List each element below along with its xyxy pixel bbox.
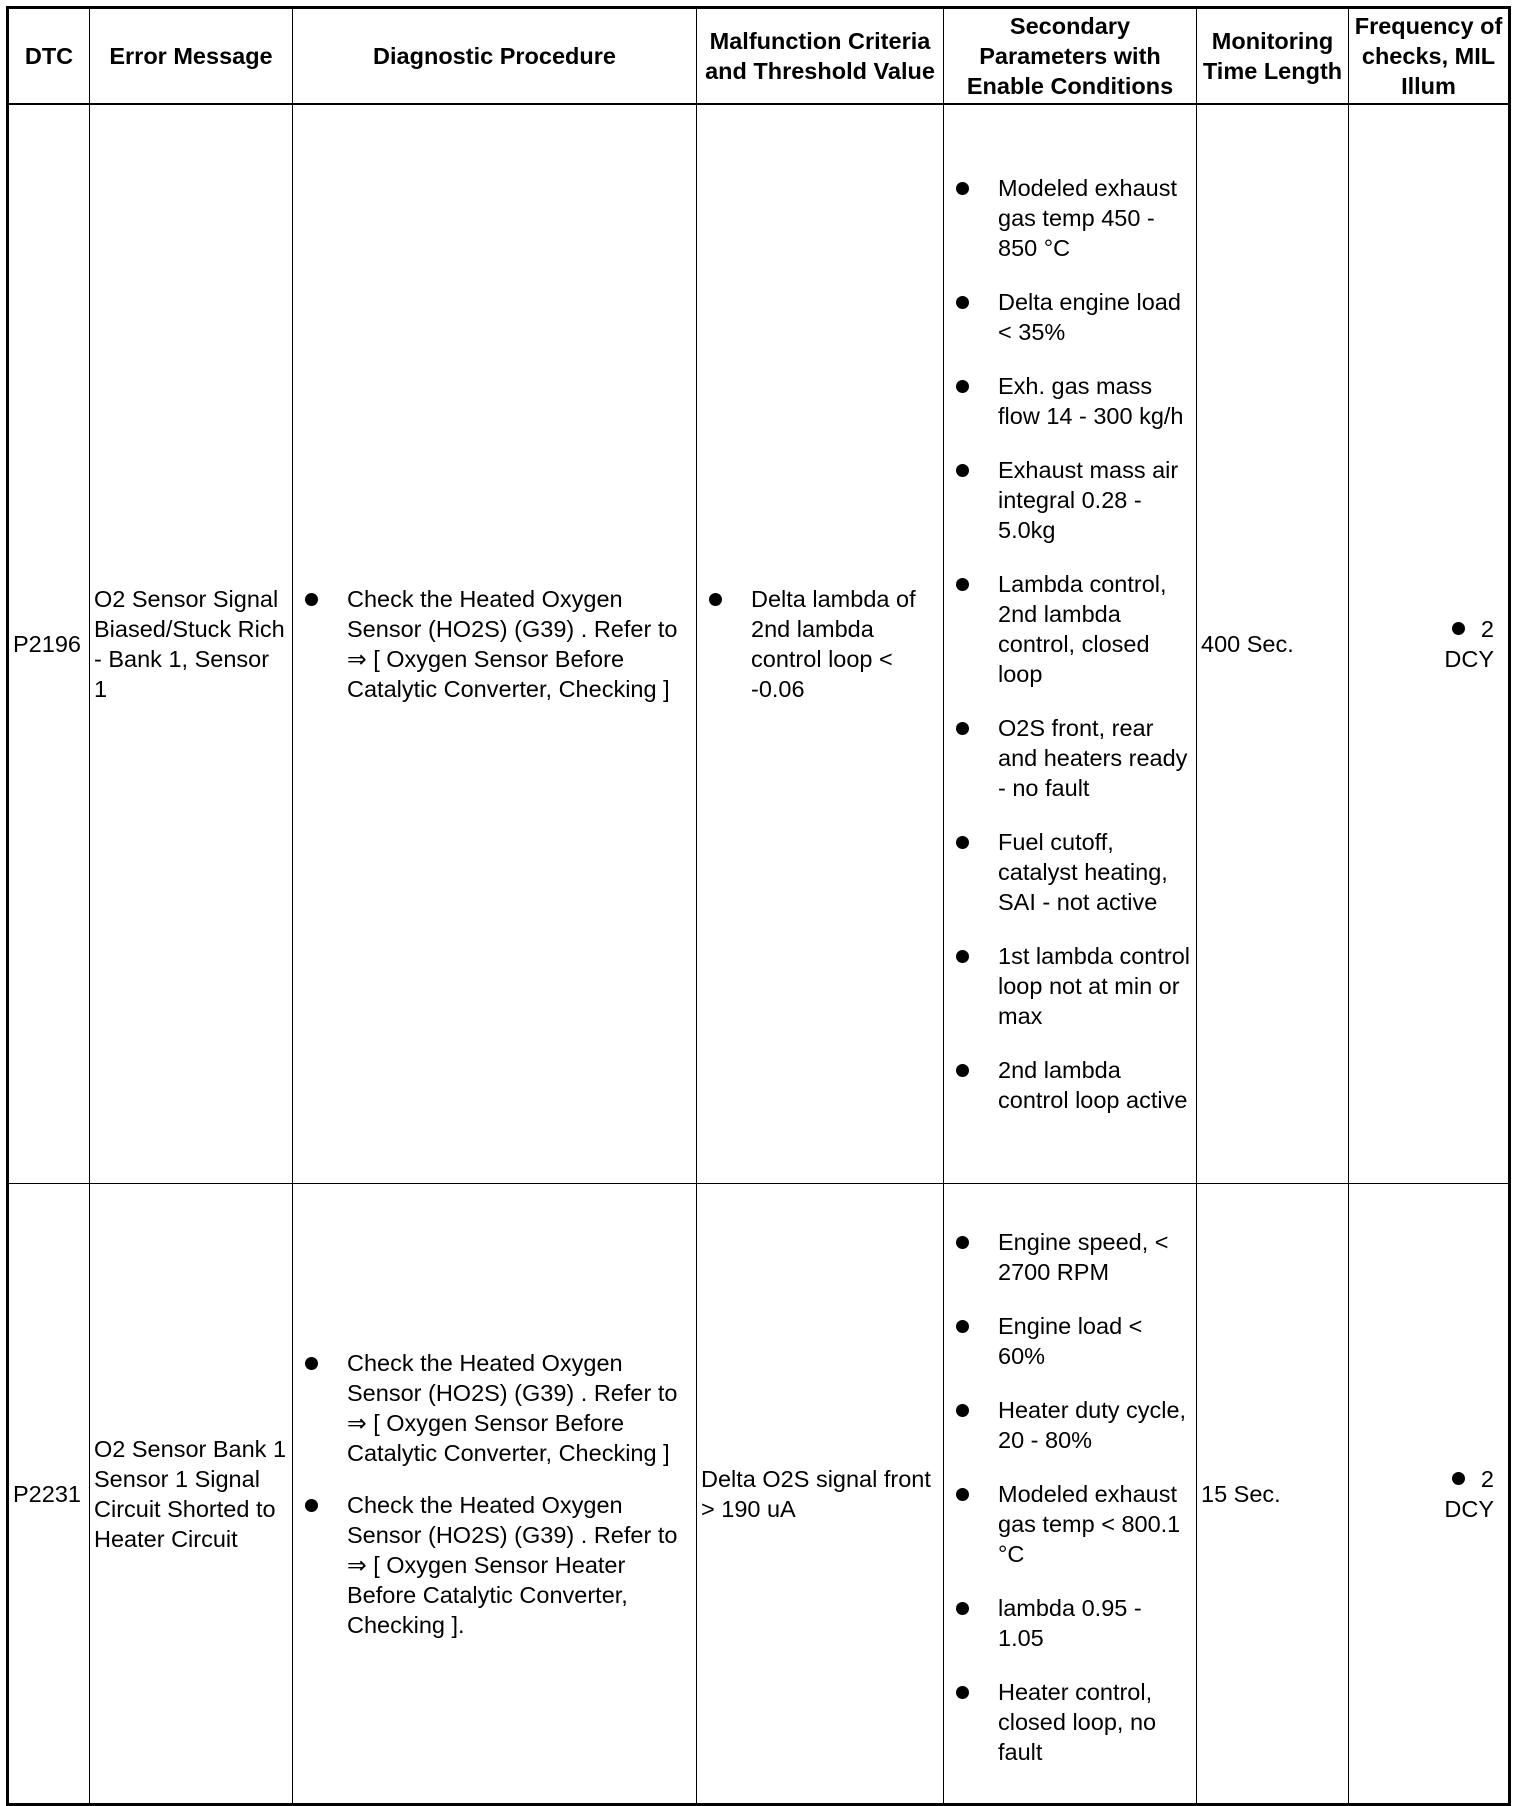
header-diagnostic-procedure: Diagnostic Procedure	[293, 8, 697, 105]
secondary-item: Lambda control, 2nd lambda control, closed loop	[948, 569, 1192, 689]
secondary-item: Engine load < 60%	[948, 1311, 1192, 1371]
error-message: O2 Sensor Signal Biased/Stuck Rich - Bank 1, Sensor 1	[90, 104, 293, 1184]
frequency-text: 2 DCY	[1444, 616, 1494, 672]
secondary-item: 2nd lambda control loop active	[948, 1055, 1192, 1115]
criteria-list	[701, 584, 939, 704]
frequency-cell	[1349, 1184, 1510, 1805]
bullet-icon	[1452, 622, 1465, 635]
secondary-item: Heater duty cycle, 20 - 80%	[948, 1395, 1192, 1455]
diagnostic-procedure-cell	[293, 104, 697, 1184]
secondary-item: lambda 0.95 - 1.05	[948, 1593, 1192, 1653]
frequency-list	[1353, 1464, 1504, 1524]
frequency-text: 2 DCY	[1444, 1465, 1494, 1522]
frequency-item	[1353, 614, 1504, 674]
header-row	[8, 8, 1510, 105]
secondary-item: O2S front, rear and heaters ready - no fault	[948, 713, 1192, 803]
malfunction-criteria: Delta O2S signal front > 190 uA	[697, 1184, 944, 1805]
secondary-item: Fuel cutoff, catalyst heating, SAI - not active	[948, 827, 1192, 917]
secondary-item: Modeled exhaust gas temp 450 - 850 °C	[948, 173, 1192, 263]
table-row	[8, 1184, 1510, 1805]
diagnostic-procedure-cell	[293, 1184, 697, 1805]
procedure-item: Check the Heated Oxygen Sensor (HO2S) (G39) . Refer to ⇒ [ Oxygen Sensor Before Catalytic Converter, Checking ]	[297, 584, 692, 704]
header-malfunction-criteria: Malfunction Criteria and Threshold Value	[697, 8, 944, 105]
secondary-item: Delta engine load < 35%	[948, 287, 1192, 347]
frequency-cell	[1349, 104, 1510, 1184]
secondary-item: 1st lambda control loop not at min or max	[948, 941, 1192, 1031]
header-frequency: Frequency of checks, MIL Illum	[1349, 8, 1510, 105]
secondary-list	[948, 1227, 1192, 1767]
dtc-table	[6, 6, 1511, 1806]
dtc-code: P2231	[8, 1184, 90, 1805]
frequency-list	[1353, 614, 1504, 674]
error-message: O2 Sensor Bank 1 Sensor 1 Signal Circuit Shorted to Heater Circuit	[90, 1184, 293, 1805]
procedure-item: Check the Heated Oxygen Sensor (HO2S) (G39) . Refer to ⇒ [ Oxygen Sensor Heater Before Catalytic Converter, Checking ].	[297, 1490, 692, 1640]
table-row	[8, 104, 1510, 1184]
bullet-icon	[1452, 1472, 1465, 1485]
procedure-item: Check the Heated Oxygen Sensor (HO2S) (G39) . Refer to ⇒ [ Oxygen Sensor Before Catalytic Converter, Checking ]	[297, 1348, 692, 1468]
monitoring-time: 400 Sec.	[1197, 104, 1349, 1184]
table-body	[8, 104, 1510, 1805]
monitoring-time: 15 Sec.	[1197, 1184, 1349, 1805]
header-dtc: DTC	[8, 8, 90, 105]
criteria-item: Delta lambda of 2nd lambda control loop < -0.06	[701, 584, 939, 704]
secondary-list	[948, 173, 1192, 1115]
table-header	[8, 8, 1510, 105]
secondary-parameters-cell	[944, 1184, 1197, 1805]
frequency-item	[1353, 1464, 1504, 1524]
secondary-item: Exhaust mass air integral 0.28 - 5.0kg	[948, 455, 1192, 545]
procedure-list	[297, 1348, 692, 1640]
secondary-item: Modeled exhaust gas temp < 800.1 °C	[948, 1479, 1192, 1569]
procedure-list	[297, 584, 692, 704]
secondary-item: Exh. gas mass flow 14 - 300 kg/h	[948, 371, 1192, 431]
header-secondary-parameters: Secondary Parameters with Enable Conditions	[944, 8, 1197, 105]
malfunction-criteria-cell	[697, 104, 944, 1184]
header-monitoring-time: Monitoring Time Length	[1197, 8, 1349, 105]
dtc-code: P2196	[8, 104, 90, 1184]
secondary-item: Engine speed, < 2700 RPM	[948, 1227, 1192, 1287]
secondary-item: Heater control, closed loop, no fault	[948, 1677, 1192, 1767]
secondary-parameters-cell	[944, 104, 1197, 1184]
header-error-message: Error Message	[90, 8, 293, 105]
